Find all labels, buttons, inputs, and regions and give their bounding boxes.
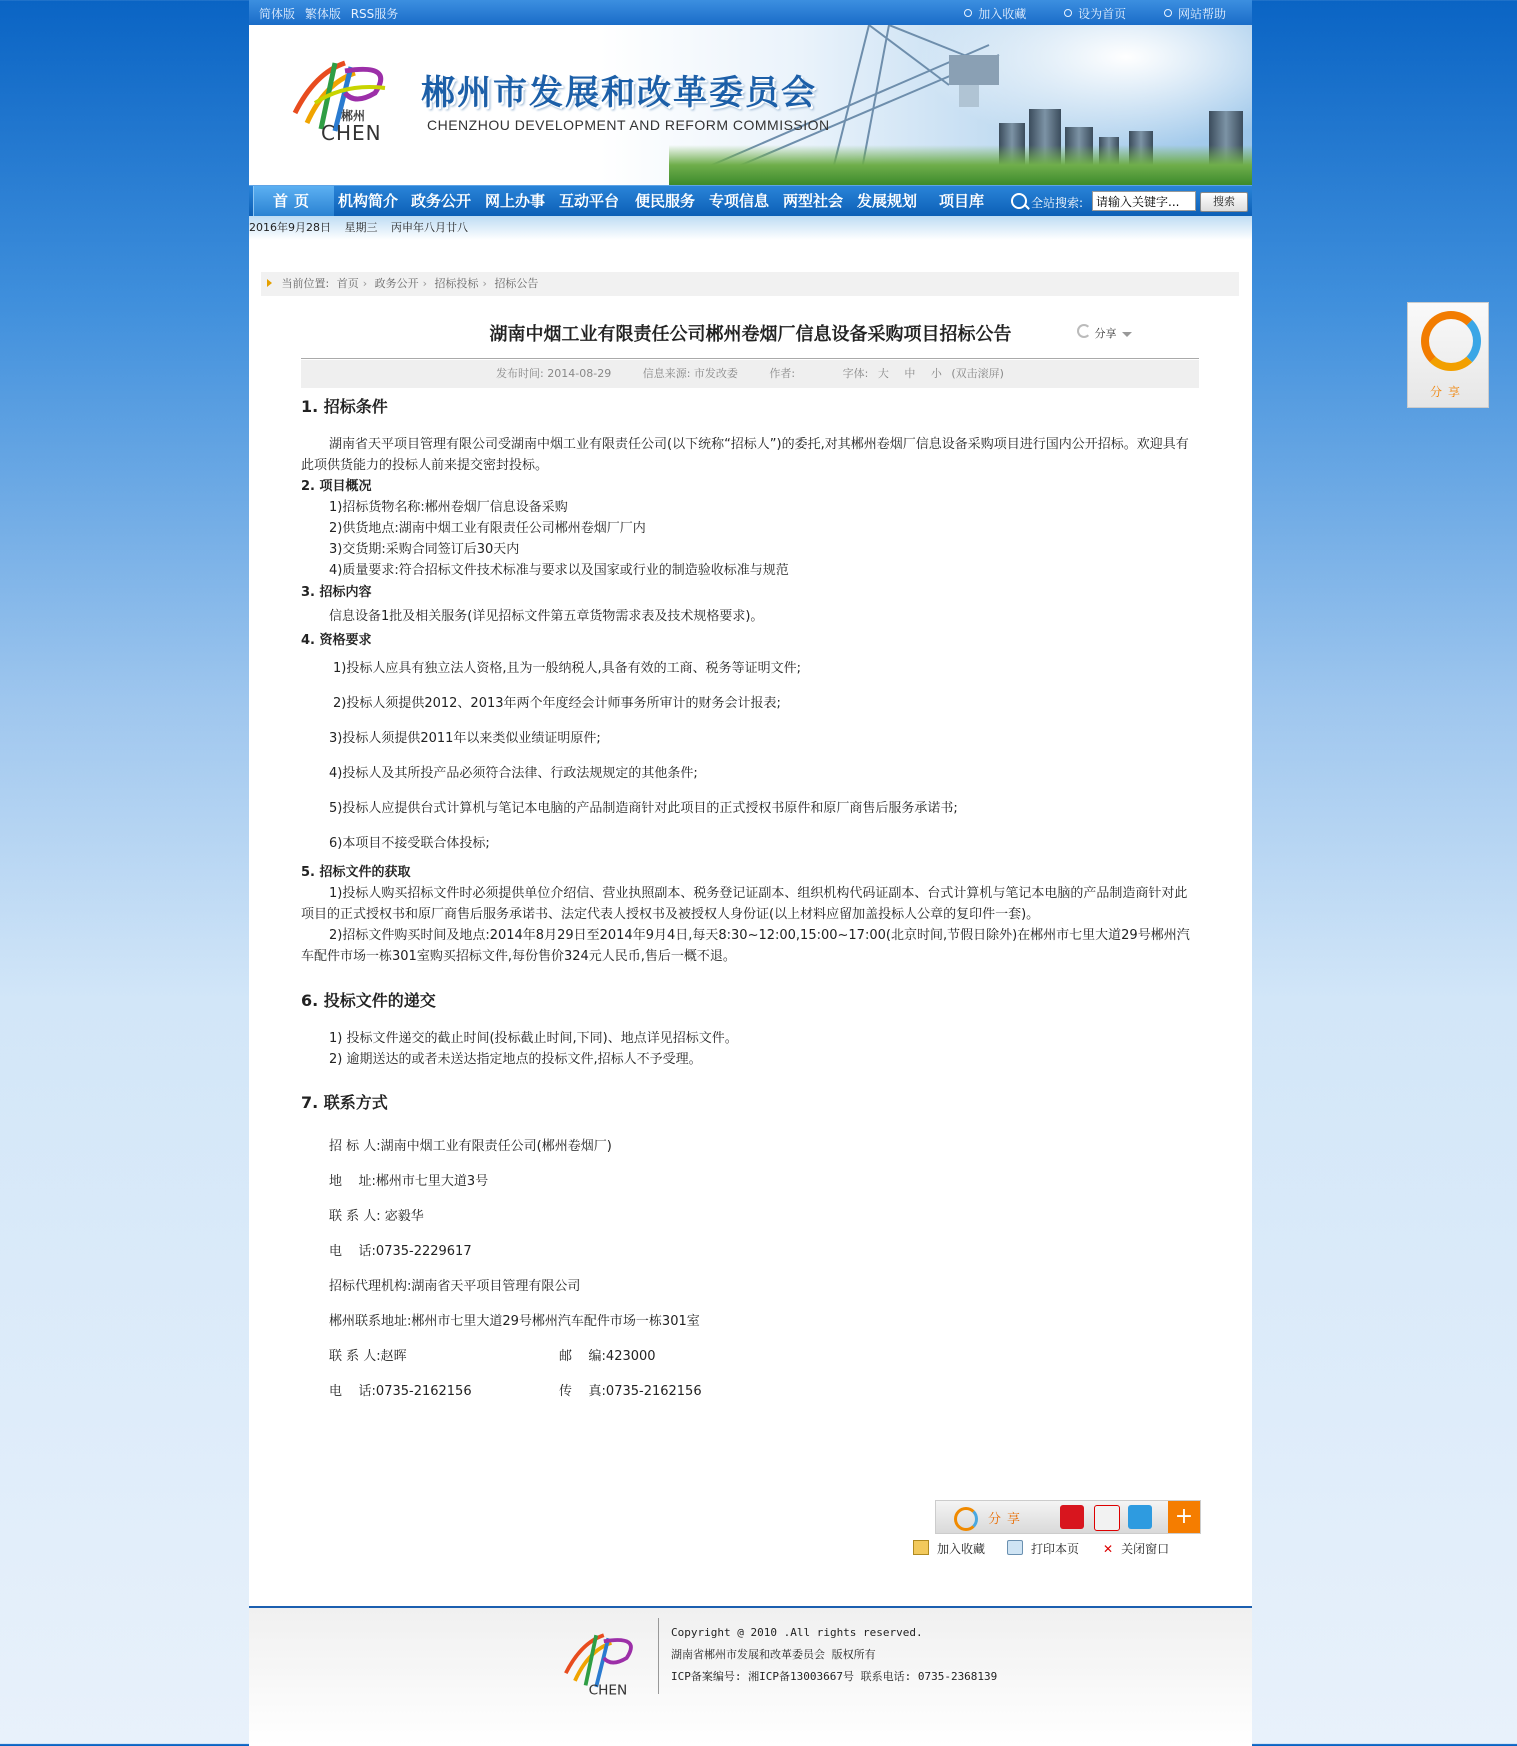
section-4-item: 1)投标人应具有独立法人资格,且为一般纳税人,具备有效的工商、税务等证明文件; bbox=[333, 661, 801, 676]
section-2-item: 2)供货地点:湖南中烟工业有限责任公司郴州卷烟厂厂内 bbox=[329, 521, 646, 536]
section-3-title: 3. 招标内容 bbox=[301, 585, 372, 600]
section-1-title: 1. 招标条件 bbox=[301, 397, 388, 416]
main-nav bbox=[249, 185, 1252, 216]
section-1-body: 湖南省天平项目管理有限公司受湖南中烟工业有限责任公司(以下统称“招标人”)的委托,对其郴州卷烟厂信息设备采购项目进行国内公开招标。欢迎具有此项供货能力的投标人前来提交密封投标。 bbox=[301, 437, 1189, 473]
owner: 湖南省郴州市发展和改革委员会 版权所有 bbox=[671, 1648, 876, 1661]
section-3-body: 信息设备1批及相关服务(详见招标文件第五章货物需求表及技术规格要求)。 bbox=[329, 609, 764, 624]
section-2-title: 2. 项目概况 bbox=[301, 479, 372, 494]
publish-time: 发布时间: 2014-08-29 bbox=[496, 367, 612, 380]
utility-links bbox=[930, 5, 1226, 22]
footer-logo-icon bbox=[555, 1620, 645, 1696]
contact-zip bbox=[559, 1346, 656, 1367]
info-source: 信息来源: 市发改委 bbox=[642, 367, 738, 380]
font-size-label: 字体: bbox=[842, 367, 869, 380]
nav-about[interactable]: 机构简介 bbox=[338, 192, 399, 210]
font-medium-button[interactable]: 中 bbox=[904, 367, 916, 380]
logo-en-text: CHEN bbox=[321, 121, 382, 145]
font-size-control bbox=[843, 367, 1004, 380]
contact-address bbox=[329, 1171, 488, 1192]
arrow-icon bbox=[267, 279, 272, 287]
nav-development-plan[interactable]: 发展规划 bbox=[857, 192, 918, 210]
current-date: 2016年9月28日 bbox=[249, 221, 331, 234]
nav-gov-affairs[interactable]: 政务公开 bbox=[411, 192, 472, 210]
share-bar-label[interactable]: 分享 bbox=[988, 1512, 1027, 1527]
contact-label: 联 系 人: bbox=[329, 1349, 381, 1364]
contact-label: 招标代理机构: bbox=[329, 1279, 412, 1294]
contact-fax bbox=[559, 1381, 702, 1402]
contact-value: 0735-2162156 bbox=[375, 1384, 472, 1399]
share-logo-icon bbox=[1421, 311, 1481, 371]
nav-project-library[interactable]: 项目库 bbox=[939, 192, 985, 210]
lunar-date: 丙申年八月廿八 bbox=[391, 221, 468, 234]
footer-text bbox=[671, 1622, 997, 1688]
contact-value: 湖南中烟工业有限责任公司(郴州卷烟厂) bbox=[380, 1139, 612, 1154]
breadcrumb-bid-announcement[interactable]: 招标公告 bbox=[494, 277, 539, 290]
site-title: 郴州市发展和改革委员会 bbox=[421, 73, 817, 113]
section-4-item: 6)本项目不接受联合体投标; bbox=[329, 836, 490, 851]
nav-online-services[interactable]: 网上办事 bbox=[485, 192, 546, 210]
printer-icon bbox=[1007, 1540, 1023, 1555]
contact-agency-phone bbox=[329, 1381, 472, 1402]
chevron-right-icon: › bbox=[422, 277, 428, 290]
floating-share-label: 分享 bbox=[1429, 385, 1466, 399]
section-4-item: 2)投标人须提供2012、2013年两个年度经会计师事务所审计的财务会计报表; bbox=[333, 696, 781, 711]
weibo-icon[interactable] bbox=[1094, 1505, 1120, 1531]
search-label: 全站搜索: bbox=[1031, 196, 1084, 210]
breadcrumb bbox=[261, 272, 1239, 296]
chevron-down-icon bbox=[1122, 332, 1132, 337]
nav-two-type-society[interactable]: 两型社会 bbox=[783, 192, 844, 210]
favorite-icon bbox=[913, 1540, 929, 1555]
nav-special-info[interactable]: 专项信息 bbox=[709, 192, 770, 210]
site-help-link[interactable]: 网站帮助 bbox=[1164, 7, 1226, 21]
contact-label: 地 址: bbox=[329, 1174, 376, 1189]
contact-label: 邮 编: bbox=[559, 1349, 606, 1364]
breadcrumb-gov-affairs[interactable]: 政务公开 bbox=[374, 277, 419, 290]
article-title: 湖南中烟工业有限责任公司郴州卷烟厂信息设备采购项目招标公告 bbox=[489, 324, 1012, 345]
add-favorite-button[interactable] bbox=[913, 1540, 985, 1557]
action-label: 打印本页 bbox=[1031, 1542, 1080, 1556]
renren-icon[interactable] bbox=[1060, 1505, 1084, 1529]
title-divider bbox=[301, 358, 1199, 359]
rss-link[interactable]: RSS服务 bbox=[350, 7, 399, 21]
icp-info: ICP备案编号: 湘ICP备13003667号 联系电话: 0735-2368139 bbox=[671, 1670, 998, 1683]
close-window-button[interactable] bbox=[1103, 1540, 1169, 1557]
contact-label: 传 真: bbox=[559, 1384, 606, 1399]
more-share-button[interactable]: + bbox=[1168, 1501, 1200, 1533]
set-homepage-link[interactable]: 设为首页 bbox=[1064, 7, 1126, 21]
add-favorite-link[interactable]: 加入收藏 bbox=[964, 7, 1026, 21]
share-bar bbox=[935, 1500, 1201, 1534]
contact-agency bbox=[329, 1276, 580, 1297]
section-4-item: 3)投标人须提供2011年以来类似业绩证明原件; bbox=[329, 731, 601, 746]
greenery bbox=[669, 145, 1252, 185]
print-button[interactable] bbox=[1007, 1540, 1079, 1557]
action-label: 加入收藏 bbox=[937, 1542, 986, 1556]
share-label: 分享 bbox=[1094, 327, 1117, 340]
breadcrumb-home[interactable]: 首页 bbox=[336, 277, 359, 290]
contact-value: 郴州市七里大道3号 bbox=[375, 1174, 489, 1189]
section-5-para-1: 1)投标人购买招标文件时必须提供单位介绍信、营业执照副本、税务登记证副本、组织机构代码证副本、台式计算机与笔记本电脑的产品制造商针对此项目的正式授权书和原厂商售后服务承诺书、法定代表人授权书及被授权人身份证(以上材料应留加盖投标人公章的复印件一套)。 bbox=[301, 886, 1188, 922]
search-icon bbox=[1011, 193, 1027, 209]
breadcrumb-bidding[interactable]: 招标投标 bbox=[434, 277, 479, 290]
copyright: Copyright @ 2010 .All rights reserved. bbox=[671, 1626, 923, 1639]
tencent-weibo-icon[interactable] bbox=[1128, 1505, 1152, 1529]
floating-share-button[interactable] bbox=[1407, 302, 1489, 408]
current-weekday: 星期三 bbox=[344, 221, 378, 234]
contact-phone bbox=[329, 1241, 472, 1262]
search-input[interactable] bbox=[1092, 191, 1196, 211]
contact-value: 湖南省天平项目管理有限公司 bbox=[411, 1279, 581, 1294]
action-label: 关闭窗口 bbox=[1121, 1542, 1170, 1556]
section-4-item: 4)投标人及其所投产品必须符合法律、行政法规规定的其他条件; bbox=[329, 766, 698, 781]
share-logo-icon bbox=[954, 1507, 978, 1531]
contact-label: 联 系 人: bbox=[329, 1209, 381, 1224]
section-5-title: 5. 招标文件的获取 bbox=[301, 865, 411, 880]
section-4-item: 5)投标人应提供台式计算机与笔记本电脑的产品制造商针对此项目的正式授权书原件和原厂商售后服务承诺书; bbox=[329, 801, 958, 816]
contact-value: 0735-2162156 bbox=[605, 1384, 702, 1399]
section-2-item: 1)招标货物名称:郴州卷烟厂信息设备采购 bbox=[329, 500, 568, 515]
section-6-title: 6. 投标文件的递交 bbox=[301, 991, 436, 1010]
contact-person bbox=[329, 1206, 424, 1227]
font-small-button[interactable]: 小 bbox=[930, 367, 942, 380]
scroll-hint: (双击滚屏) bbox=[951, 367, 1004, 380]
svg-text:CHEN: CHEN bbox=[588, 1682, 628, 1696]
contact-value: 423000 bbox=[605, 1349, 656, 1364]
share-dropdown[interactable] bbox=[1077, 324, 1132, 341]
footer bbox=[249, 1606, 1252, 1746]
search-button[interactable]: 搜索 bbox=[1200, 192, 1248, 212]
simplified-link[interactable]: 简体版 bbox=[259, 7, 296, 21]
share-icon bbox=[1077, 324, 1091, 338]
contact-agency-person bbox=[329, 1346, 407, 1367]
section-7-title: 7. 联系方式 bbox=[301, 1093, 388, 1112]
logo-cn-text: 郴州 bbox=[341, 109, 366, 123]
contact-label: 电 话: bbox=[329, 1384, 376, 1399]
section-2-item: 4)质量要求:符合招标文件技术标准与要求以及国家或行业的制造验收标准与规范 bbox=[329, 563, 789, 578]
nav-interaction[interactable]: 互动平台 bbox=[559, 192, 620, 210]
breadcrumb-label: 当前位置: bbox=[281, 277, 330, 290]
footer-divider bbox=[658, 1618, 659, 1694]
contact-agency-address bbox=[329, 1311, 700, 1332]
section-6-item: 1) 投标文件递交的截止时间(投标截止时间,下同)、地点详见招标文件。 bbox=[329, 1031, 738, 1046]
contact-value: 郴州市七里大道29号郴州汽车配件市场一栋301室 bbox=[411, 1314, 700, 1329]
contact-value: 宓毅华 bbox=[384, 1209, 424, 1224]
article-meta bbox=[301, 360, 1199, 388]
section-6-item: 2) 逾期送达的或者未送达指定地点的投标文件,招标人不予受理。 bbox=[329, 1052, 702, 1067]
contact-value: 赵晖 bbox=[380, 1349, 407, 1364]
date-bar bbox=[249, 216, 1252, 240]
font-large-button[interactable]: 大 bbox=[877, 367, 889, 380]
top-bar bbox=[249, 0, 1252, 25]
section-5-para-2: 2)招标文件购买时间及地点:2014年8月29日至2014年9月4日,每天8:30~12:00,15:00~17:00(北京时间,节假日除外)在郴州市七里大道29号郴州汽车配件市场一栋301室购买招标文件,每份售价324元人民币,售后一概不退。 bbox=[301, 928, 1190, 964]
close-icon: ✕ bbox=[1103, 1542, 1114, 1556]
section-2-item: 3)交货期:采购合同签订后30天内 bbox=[329, 542, 520, 557]
contact-label: 招 标 人: bbox=[329, 1139, 381, 1154]
nav-public-services[interactable]: 便民服务 bbox=[635, 192, 696, 210]
contact-value: 0735-2229617 bbox=[375, 1244, 472, 1259]
page-container bbox=[249, 0, 1252, 1744]
contact-label: 郴州联系地址: bbox=[329, 1314, 412, 1329]
contact-label: 电 话: bbox=[329, 1244, 376, 1259]
header-banner bbox=[249, 25, 1252, 185]
section-4-title: 4. 资格要求 bbox=[301, 633, 372, 648]
chevron-right-icon: › bbox=[482, 277, 487, 290]
chevron-right-icon: › bbox=[362, 277, 368, 290]
traditional-link[interactable]: 繁体版 bbox=[304, 7, 341, 21]
contact-bidder bbox=[329, 1136, 612, 1157]
language-links bbox=[259, 5, 404, 22]
author: 作者: bbox=[769, 367, 796, 380]
site-subtitle: CHENZHOU DEVELOPMENT AND REFORM COMMISSION bbox=[427, 117, 830, 133]
nav-home[interactable]: 首页 bbox=[253, 186, 334, 216]
